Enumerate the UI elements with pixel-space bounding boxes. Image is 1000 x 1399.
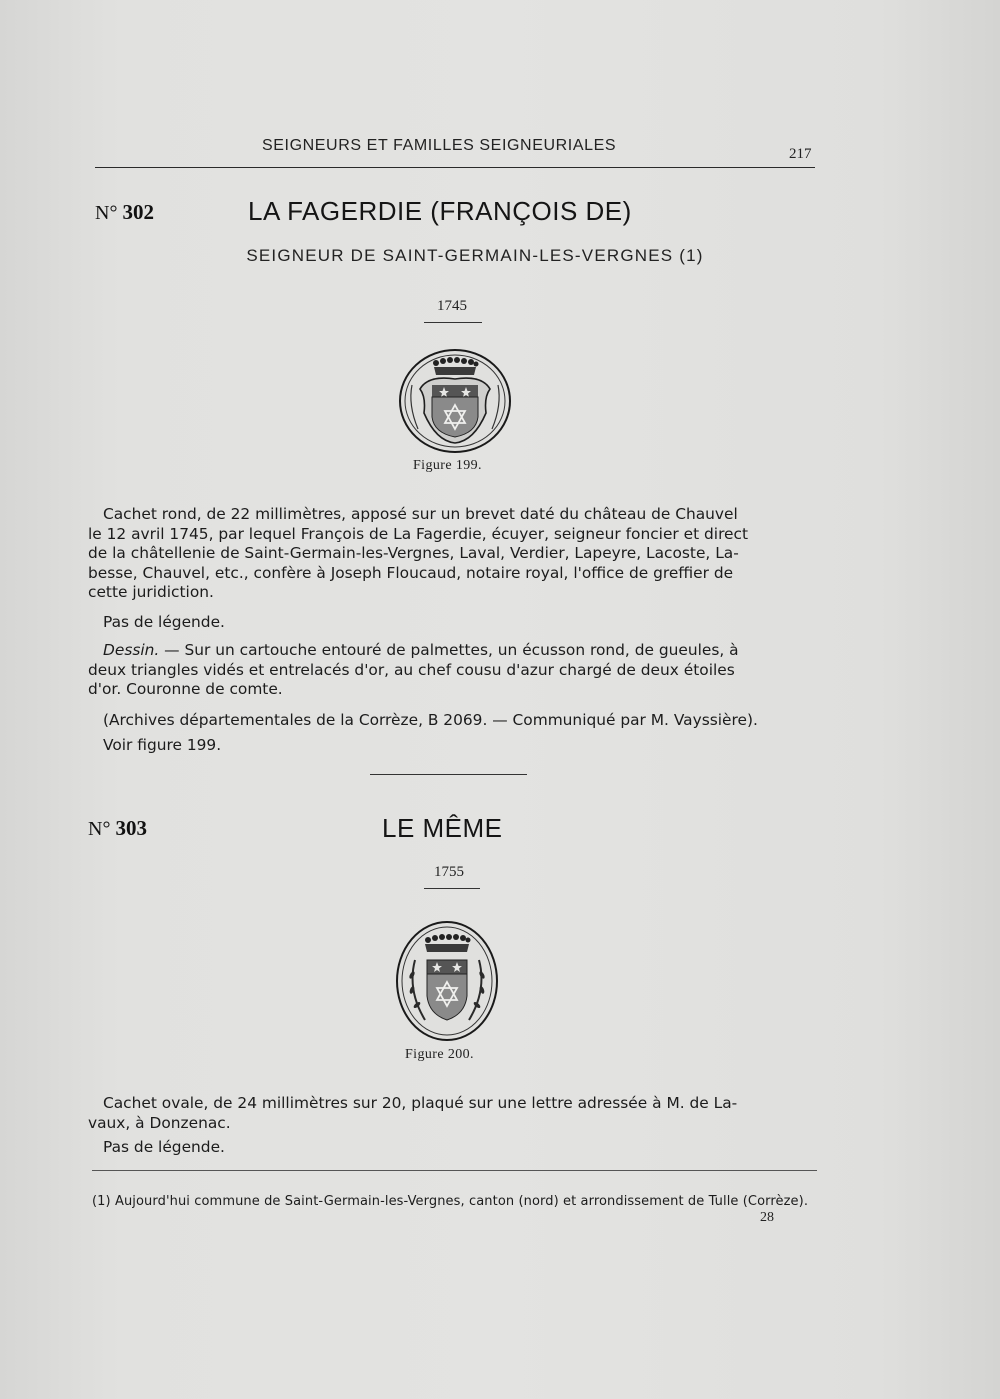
paragraph-voir-302 [88,736,814,756]
figure-caption-199: Figure 199. [413,458,482,473]
paragraph-description-302 [88,505,814,603]
entry-number-prefix: N° [88,818,111,840]
text-line: deux triangles vidés et entrelacés d'or, au chef cousu d'azur chargé de deux étoiles [88,660,735,679]
footnote-rule [92,1170,817,1171]
paragraph-legend-302 [88,613,814,633]
text-line: cette juridiction. [88,583,214,602]
seal-figure-200 [395,920,499,1042]
entry-subtitle-302 [0,246,1000,266]
text-line: de la châtellenie de Saint-Germain-les-Vergnes, Laval, Verdier, Lapeyre, Lacoste, La- [88,544,739,563]
text-line: Cachet ovale, de 24 millimètres sur 20, plaqué sur une lettre adressée à M. de La- [103,1094,738,1112]
page-number: 217 [789,146,812,162]
paragraph-dessin-302 [88,641,814,700]
entry-number-value: 302 [122,200,154,224]
entry-title-303: LE MÊME [382,813,503,843]
text-line: d'or. Couronne de comte. [88,680,283,699]
paragraph-legend-303 [88,1138,814,1158]
entry-number-value: 303 [115,816,147,840]
entry-year-303: 1755 [434,864,464,880]
entry-title-302: LA FAGERDIE (FRANÇOIS DE) [248,196,632,226]
header-rule [95,167,815,168]
section-separator [370,774,527,775]
signature-mark: 28 [760,1210,774,1225]
entry-subtitle-text: SEIGNEUR DE SAINT-GERMAIN-LES-VERGNES (1) [246,246,704,265]
text-line: le 12 avril 1745, par lequel François de La Fagerdie, écuyer, seigneur foncier et direct [88,524,749,543]
text-line: Pas de légende. [103,613,225,631]
text-line: besse, Chauvel, etc., confère à Joseph Floucaud, notaire royal, l'office de greffier de [88,563,734,582]
text-line: (Archives départementales de la Corrèze, B 2069. — Communiqué par M. Vayssière). [103,711,758,729]
entry-number-302 [95,200,154,225]
text-line: vaux, à Donzenac. [88,1113,231,1132]
year-rule-303 [424,888,480,889]
paragraph-description-303 [88,1094,814,1133]
paragraph-archives-302 [88,711,814,731]
text-line: Pas de légende. [103,1138,225,1156]
text-line: Cachet rond, de 22 millimètres, apposé sur un brevet daté du château de Chauvel [103,505,738,523]
entry-number-prefix: N° [95,202,118,224]
entry-year-302: 1745 [437,298,467,314]
running-title: SEIGNEURS ET FAMILLES SEIGNEURIALES [262,137,617,154]
year-rule-302 [424,322,482,323]
figure-caption-200: Figure 200. [405,1047,474,1062]
footnote: (1) Aujourd'hui commune de Saint-Germain-les-Vergnes, canton (nord) et arrondissement de Tulle (Corrèze). [92,1194,809,1209]
seal-figure-199 [398,345,512,453]
text-line: Voir figure 199. [103,736,222,754]
text-line: Dessin. — Sur un cartouche entouré de palmettes, un écusson rond, de gueules, à [103,641,739,659]
entry-number-303 [88,816,147,841]
dessin-label: Dessin. [103,641,160,659]
